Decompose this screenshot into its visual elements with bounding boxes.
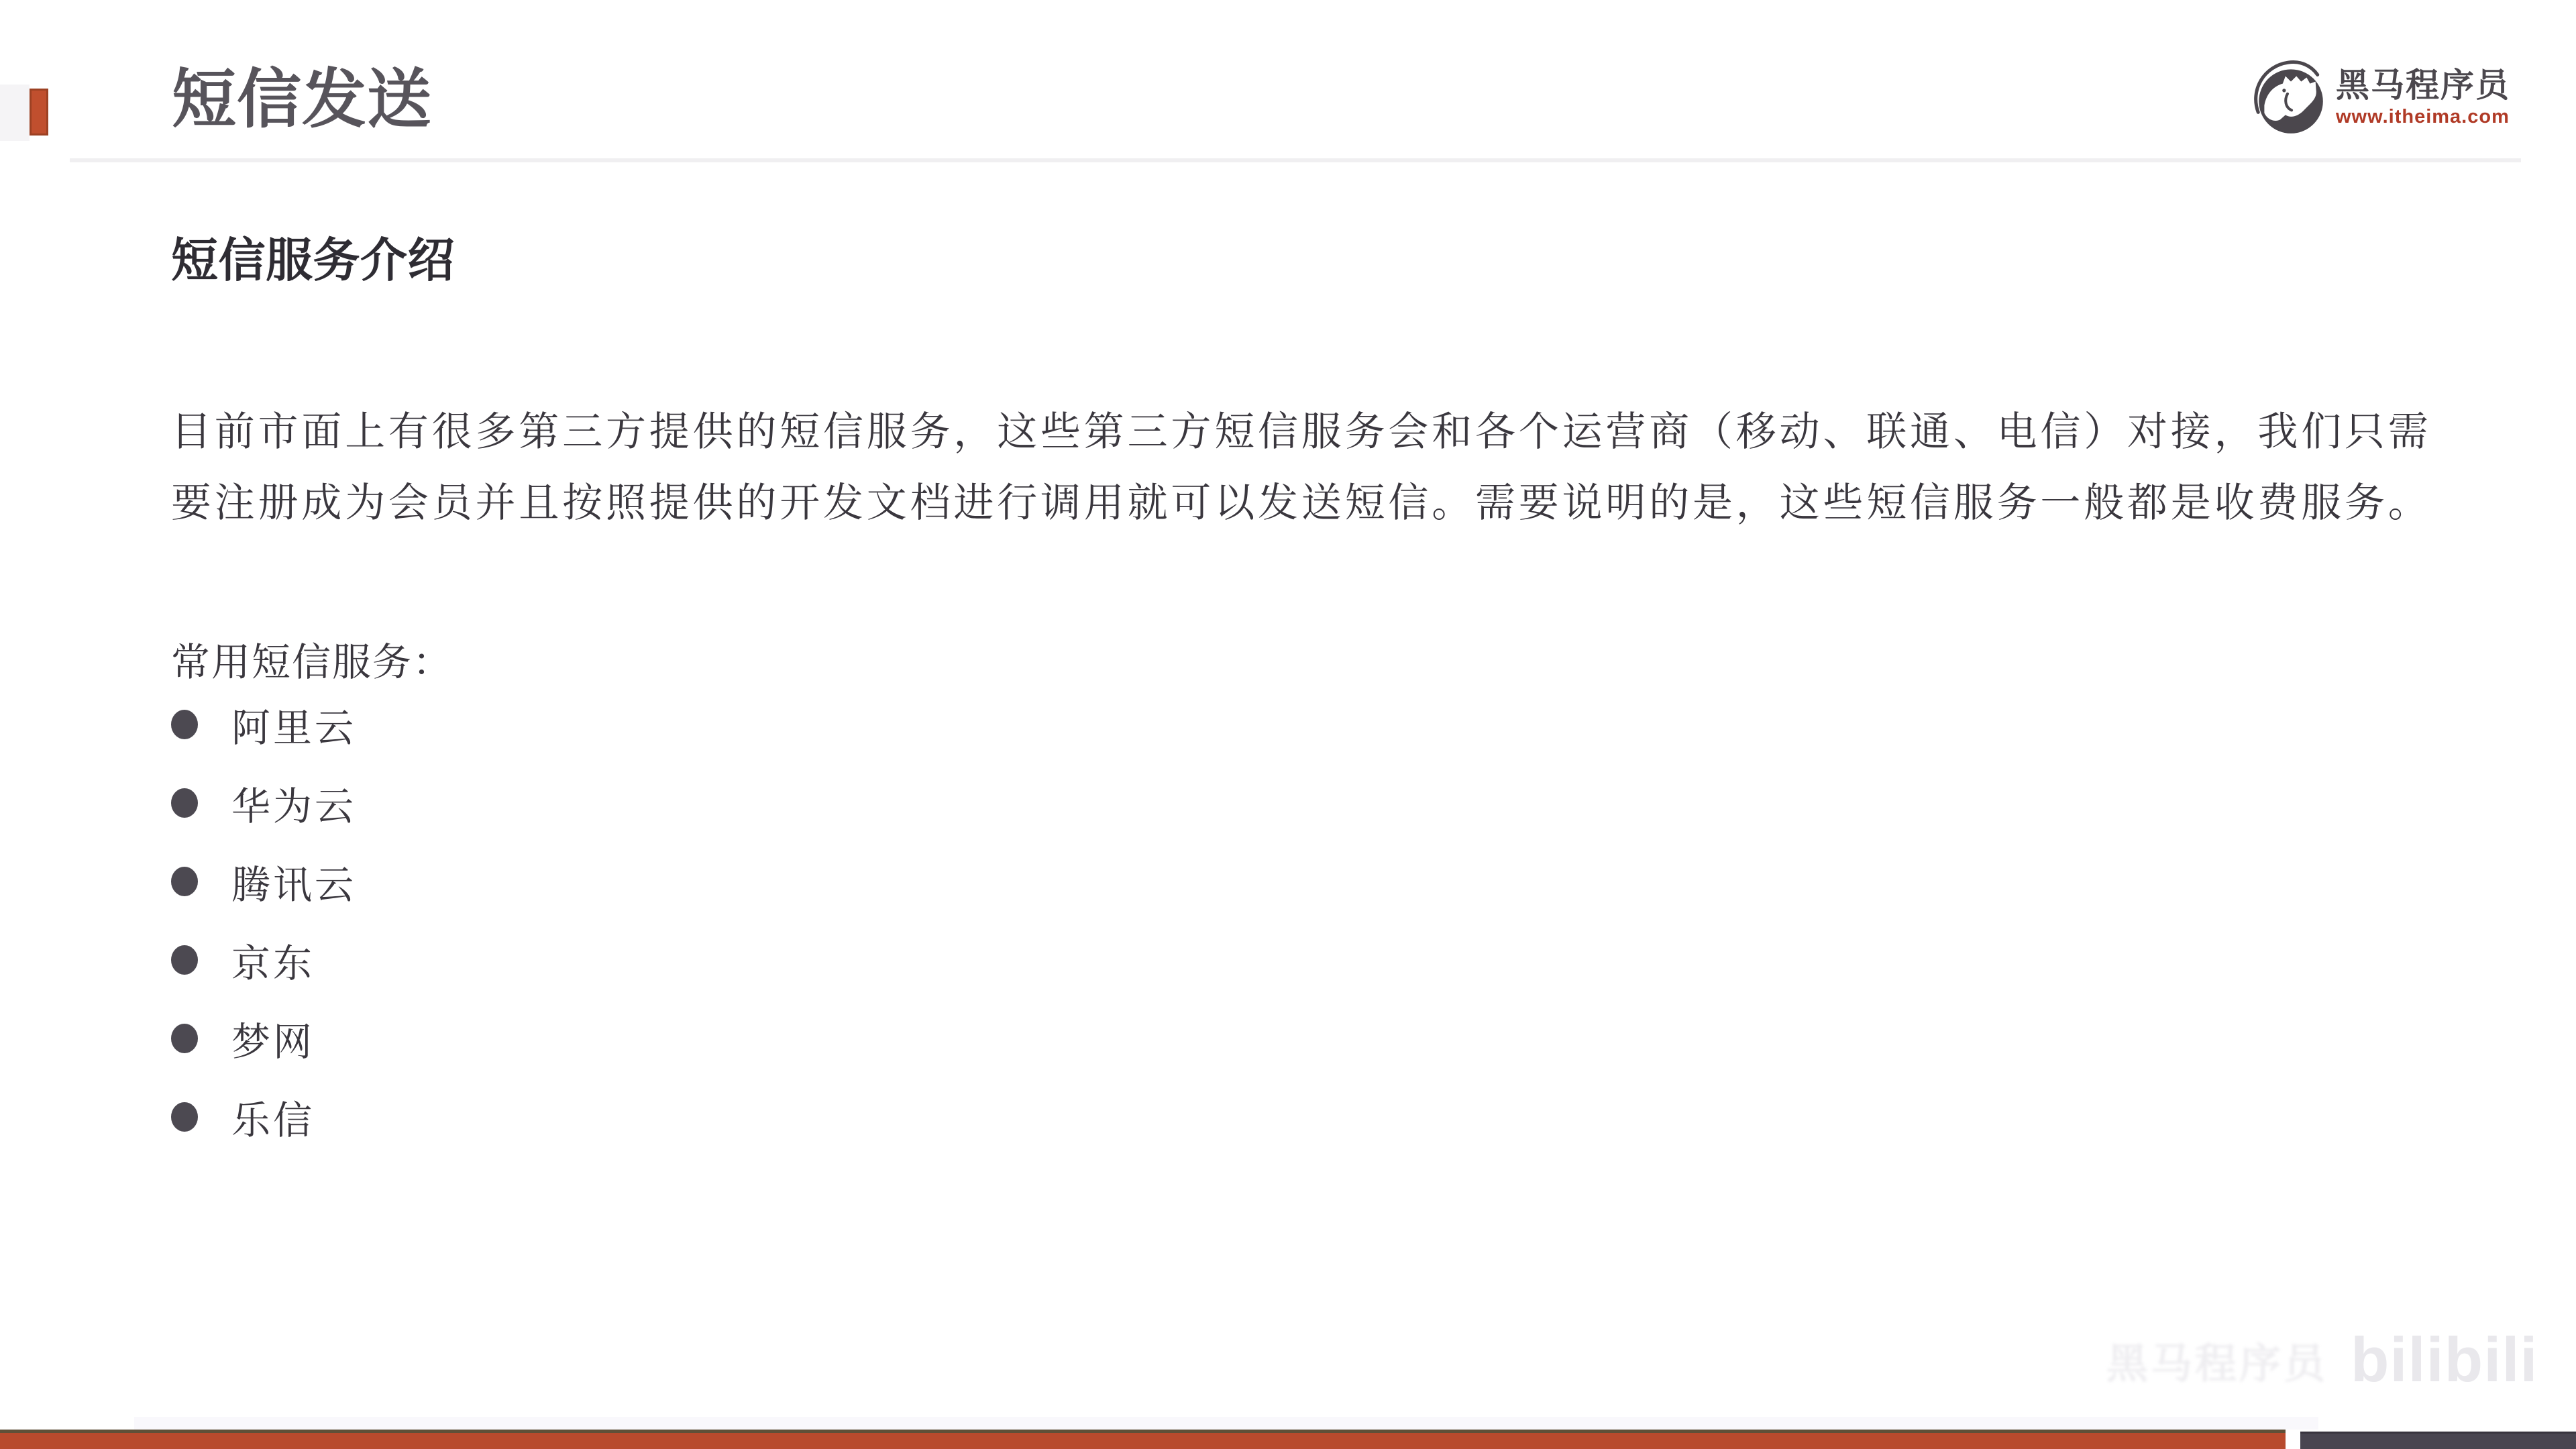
page-title: 短信发送: [172, 64, 432, 136]
service-item: [171, 779, 356, 827]
logo-brand-text: 黑马程序员: [2336, 66, 2510, 104]
service-label: 腾讯云: [231, 863, 357, 907]
title-accent-bar: [30, 89, 48, 136]
service-label: 京东: [231, 942, 315, 985]
video-watermark: [2106, 1324, 2538, 1395]
ghost-artifact-band: [134, 1417, 2318, 1430]
section-heading: 短信服务介绍: [171, 234, 455, 286]
itheima-logo: [2249, 56, 2510, 138]
service-label: 阿里云: [231, 706, 357, 750]
logo-url-text: www.itheima.com: [2336, 105, 2510, 127]
bullet-icon: [171, 710, 198, 739]
bullet-icon: [171, 1102, 198, 1132]
service-label: 梦网: [231, 1020, 315, 1064]
service-item: [171, 857, 356, 906]
logo-text-block: [2336, 67, 2510, 128]
footer-bar-red: [0, 1430, 2286, 1449]
footer-bar-dark: [2300, 1432, 2576, 1449]
bilibili-logo-watermark: bilibili: [2351, 1324, 2538, 1395]
service-item: [171, 1093, 315, 1141]
uploader-watermark-text: 黑马程序员: [2106, 1340, 2328, 1387]
accent-left-gutter: [0, 85, 30, 141]
service-label: 华为云: [231, 785, 357, 828]
service-item: [171, 936, 315, 984]
bullet-icon: [171, 1024, 198, 1053]
bullet-icon: [171, 945, 198, 975]
title-divider: [70, 158, 2521, 162]
bullet-icon: [171, 867, 198, 896]
horse-logo-icon: [2249, 56, 2330, 138]
paragraph-line-1: 目前市面上有很多第三方提供的短信服务，这些第三方短信服务会和各个运营商（移动、联通、电信）对接，我们只需: [171, 409, 2432, 454]
services-list-intro: 常用短信服务：: [171, 641, 453, 684]
service-item: [171, 1014, 315, 1063]
service-item: [171, 700, 356, 749]
bullet-icon: [171, 788, 198, 818]
paragraph-line-2: 要注册成为会员并且按照提供的开发文档进行调用就可以发送短信。需要说明的是，这些短信服务一般都是收费服务。: [171, 480, 2432, 525]
service-label: 乐信: [231, 1099, 315, 1142]
